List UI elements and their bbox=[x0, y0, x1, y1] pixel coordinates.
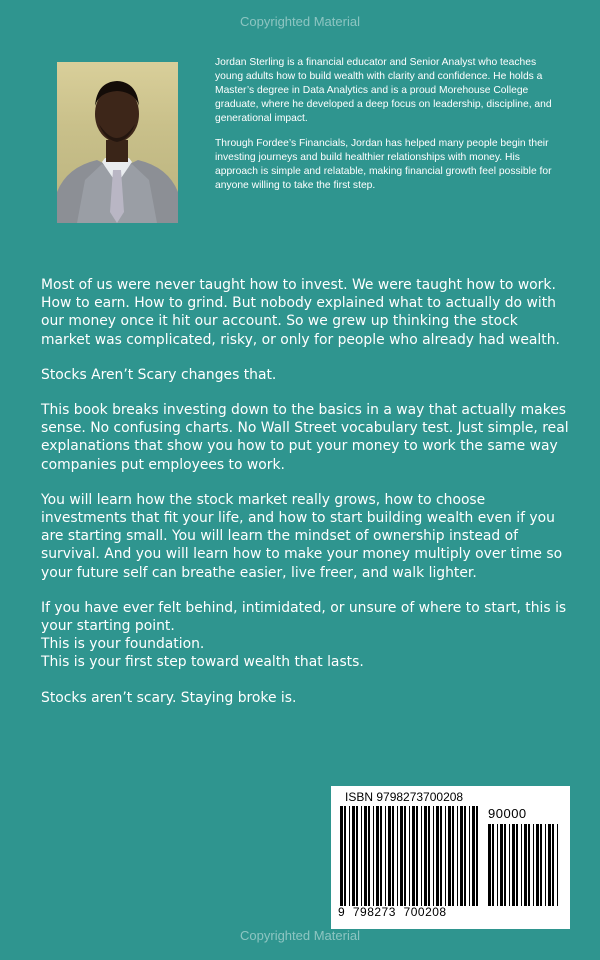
copyright-watermark-top: Copyrighted Material bbox=[240, 14, 360, 29]
barcode-bar bbox=[504, 824, 506, 906]
barcode-bar bbox=[421, 806, 422, 906]
barcode-bar bbox=[521, 824, 522, 906]
barcode-bar bbox=[364, 806, 367, 906]
barcode-bar bbox=[440, 806, 442, 906]
barcode-bar bbox=[361, 806, 362, 906]
barcode-bar bbox=[464, 806, 466, 906]
blurb-paragraph: If you have ever felt behind, intimidated, or unsure of where to start, this is your starting point. This is your foundation. This is your first step toward wealth that lasts. bbox=[41, 599, 567, 671]
blurb-paragraph: Most of us were never taught how to invest. We were taught how to work. How to earn. How to grind. But nobody explained what to actually do with our money once it hit our account. So we grew up thinking the stock market was complicated, risky, or only for people who already had wealth. bbox=[41, 277, 560, 348]
barcode-bar bbox=[388, 806, 391, 906]
barcode-bar bbox=[352, 806, 355, 906]
barcode-bar bbox=[557, 824, 558, 906]
price-code: 90000 bbox=[488, 806, 527, 821]
author-bio-paragraph: Through Fordee’s Financials, Jordan has helped many people begin their investing journeys and build healthier relationships with money. His approach is simple and relatable, making financial growth feel possible for anyone willing to take the first step. bbox=[215, 138, 552, 191]
book-blurb bbox=[41, 276, 569, 724]
isbn-label: ISBN 9798273700208 bbox=[345, 790, 464, 804]
barcode-bar bbox=[540, 824, 542, 906]
author-bio-paragraph: Jordan Sterling is a financial educator and Senior Analyst who teaches young adults how to build wealth with clarity and confidence. He holds a Master’s degree in Data Analytics and is a proud Morehouse College graduate, where he developed a deep focus on leadership, discipline, and generational impact. bbox=[215, 57, 552, 124]
barcode-digits: 9 798273 700208 bbox=[338, 905, 447, 919]
author-bio bbox=[215, 56, 560, 204]
barcode-bar bbox=[436, 806, 439, 906]
barcode-bar bbox=[344, 806, 346, 906]
barcode-bar bbox=[349, 806, 350, 906]
blurb-paragraph: This book breaks investing down to the basics in a way that actually makes sense. No confusing charts. No Wall Street vocabulary test. Just simple, real explanations that show you how to put your money to work the same way companies put employees to work. bbox=[41, 402, 569, 473]
barcode-bar bbox=[497, 824, 498, 906]
barcode-bar bbox=[488, 824, 491, 906]
barcode-bar bbox=[528, 824, 530, 906]
barcode-bar bbox=[472, 806, 475, 906]
barcode-bar bbox=[492, 824, 494, 906]
barcode-bar bbox=[452, 806, 454, 906]
barcode-bar bbox=[385, 806, 386, 906]
barcode-bar bbox=[373, 806, 374, 906]
barcode-bar bbox=[545, 824, 546, 906]
barcode-bar bbox=[380, 806, 382, 906]
blurb-paragraph: Stocks Aren’t Scary changes that. bbox=[41, 366, 277, 383]
barcode-bar bbox=[516, 824, 518, 906]
barcode-bar bbox=[392, 806, 394, 906]
barcode-bar bbox=[376, 806, 379, 906]
barcode-bar bbox=[356, 806, 358, 906]
barcode-bar bbox=[412, 806, 415, 906]
barcode-bar bbox=[548, 824, 551, 906]
barcode-bar bbox=[409, 806, 410, 906]
barcode-bar bbox=[340, 806, 343, 906]
barcode-bar bbox=[445, 806, 446, 906]
barcode-bar bbox=[509, 824, 510, 906]
barcode-bar bbox=[469, 806, 470, 906]
barcode-bar bbox=[500, 824, 503, 906]
barcode-bar bbox=[552, 824, 554, 906]
blurb-paragraph: You will learn how the stock market really grows, how to choose investments that fit your life, and how to start building wealth even if you are starting small. You will learn the mindset of ownership instead of survival. And you will learn how to make your money multiply over time so your future self can breathe easier, live freer, and walk lighter. bbox=[41, 491, 563, 581]
barcode-bar bbox=[512, 824, 515, 906]
blurb-closing-line: Stocks aren’t scary. Staying broke is. bbox=[41, 689, 297, 706]
isbn-barcode-block bbox=[331, 786, 570, 929]
barcode-bar bbox=[476, 806, 478, 906]
barcode-bar bbox=[536, 824, 539, 906]
barcode-bar bbox=[397, 806, 398, 906]
barcode-bar bbox=[428, 806, 430, 906]
barcode-bar bbox=[416, 806, 418, 906]
barcode-bar bbox=[457, 806, 458, 906]
barcode-bar bbox=[460, 806, 463, 906]
copyright-watermark-bottom: Copyrighted Material bbox=[240, 928, 360, 943]
barcode-bar bbox=[404, 806, 406, 906]
barcode-bar bbox=[400, 806, 403, 906]
barcode-bar bbox=[524, 824, 527, 906]
author-photo bbox=[57, 62, 178, 223]
barcode-bar bbox=[448, 806, 451, 906]
barcode-bar bbox=[433, 806, 434, 906]
barcode-bar bbox=[424, 806, 427, 906]
author-portrait-icon bbox=[57, 62, 178, 223]
barcode-bar bbox=[533, 824, 534, 906]
barcode-bar bbox=[368, 806, 370, 906]
